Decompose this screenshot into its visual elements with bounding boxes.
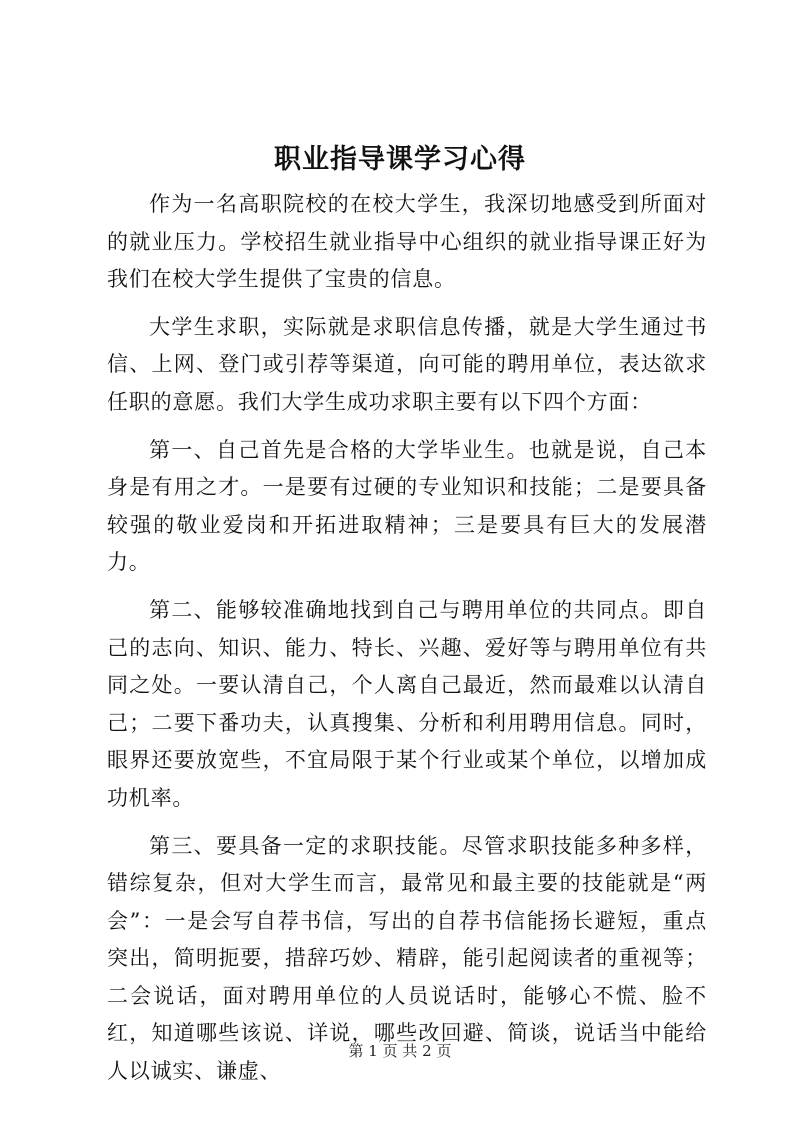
document-title: 职业指导课学习心得 bbox=[274, 144, 526, 175]
paragraph-intro: 作为一名高职院校的在校大学生，我深切地感受到所面对的就业压力。学校招生就业指导中心组织的就业指导课正好为我们在校大学生提供了宝贵的信息。 bbox=[107, 192, 707, 292]
paragraph-point-three: 第三、要具备一定的求职技能。尽管求职技能多种多样，错综复杂，但对大学生而言，最常见和最主要的技能就是“两会”：一是会写自荐书信，写出的自荐书信能扬长避短，重点突出，简明扼要，措辞巧妙、精辟，能引起阅读者的重视等；二会说话，面对聘用单位的人员说话时，能够心不慌、脸不红，知道哪些该说、详说，哪些改回避、简谈，说话当中能给人以诚实、谦虚、 bbox=[107, 833, 707, 1084]
paragraph-point-one: 第一、自己首先是合格的大学毕业生。也就是说，自己本身是有用之才。一是要有过硬的专业知识和技能；二是要具备较强的敬业爱岗和开拓进取精神；三是要具有巨大的发展潜力。 bbox=[107, 437, 707, 575]
paragraph-point-two: 第二、能够较准确地找到自己与聘用单位的共同点。即自己的志向、知识、能力、特长、兴趣、爱好等与聘用单位有共同之处。一要认清自己，个人离自己最近，然而最难以认清自己；二要下番功夫，认真搜集、分析和利用聘用信息。同时，眼界还要放宽些，不宜局限于某个行业或某个单位，以增加成功机率。 bbox=[107, 597, 707, 810]
page-number-footer: 第 1 页 共 2 页 bbox=[348, 1042, 452, 1060]
document-body bbox=[107, 186, 707, 1091]
paragraph-job-seeking: 大学生求职，实际就是求职信息传播，就是大学生通过书信、上网、登门或引荐等渠道，向可能的聘用单位，表达欲求任职的意愿。我们大学生成功求职主要有以下四个方面： bbox=[107, 314, 707, 414]
